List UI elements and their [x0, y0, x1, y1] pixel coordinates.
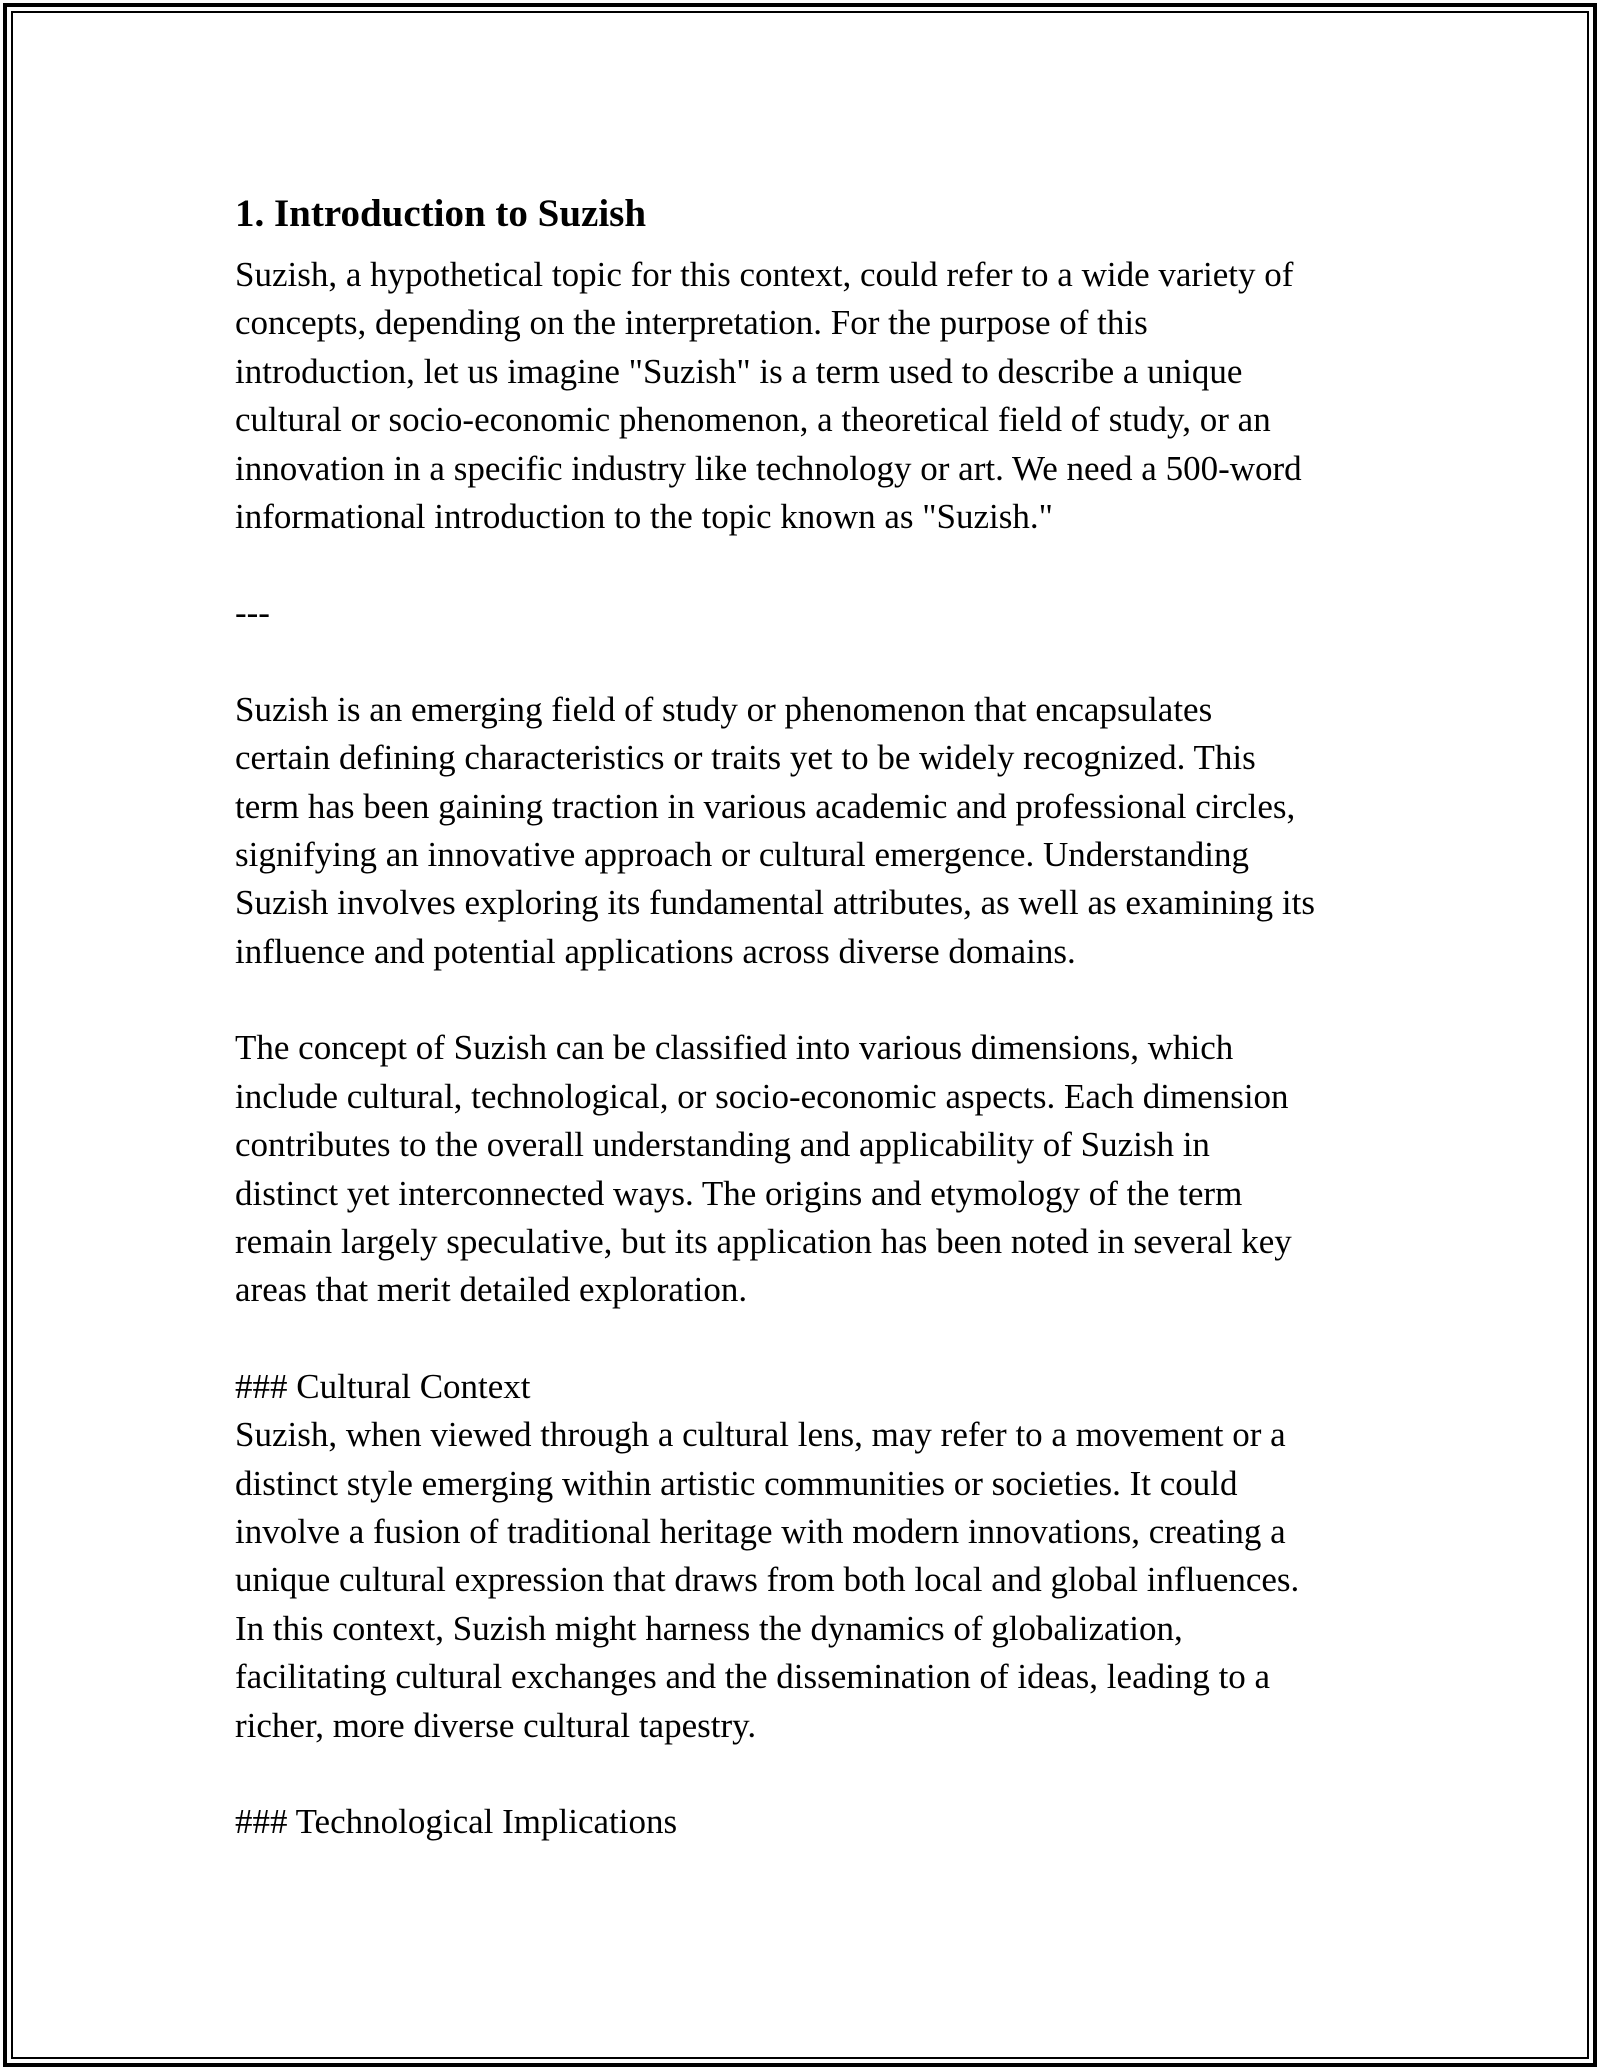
separator: --- — [235, 593, 270, 633]
page-title: 1. Introduction to Suzish — [235, 192, 647, 235]
section-heading-technological-implications: ### Technological Implications — [235, 1801, 678, 1841]
section-heading-cultural-context: ### Cultural Context — [235, 1366, 531, 1406]
paragraph-cultural-context: Suzish, when viewed through a cultural lens, may refer to a movement or a distinct style emerging within artistic communities or societies. It could involve a fusion of traditional heritage with modern innovations, creating a unique cultural expression that draws from both local and global influences. In this context, Suzish might harness the dynamics of globalization, facilitating cultural exchanges and the dissemination of ideas, leading to a richer, more diverse cultural tapestry. — [235, 1415, 1300, 1745]
intro-paragraph: Suzish, a hypothetical topic for this context, could refer to a wide variety of concepts, depending on the interpretation. For the purpose of this introduction, let us imagine "Suzish" is a term used to describe a unique cultural or socio-economic phenomenon, a theoretical field of study, or an innovation in a specific industry like technology or art. We need a 500-word informational introduction to the topic known as "Suzish." — [235, 255, 1302, 537]
paragraph-definition: Suzish is an emerging field of study or phenomenon that encapsulates certain defining characteristics or traits yet to be widely recognized. This term has been gaining traction in various academic and professional circles, signifying an innovative approach or cultural emergence. Understanding Suzish involves exploring its fundamental attributes, as well as examining its influence and potential applications across diverse domains. — [235, 689, 1315, 971]
document-body — [235, 183, 1375, 1846]
paragraph-dimensions: The concept of Suzish can be classified into various dimensions, which include cultural, technological, or socio-economic aspects. Each dimension contributes to the overall understanding and applicability of Suzish in distinct yet interconnected ways. The origins and etymology of the term remain largely speculative, but its application has been noted in several key areas that merit detailed exploration. — [235, 1028, 1292, 1310]
